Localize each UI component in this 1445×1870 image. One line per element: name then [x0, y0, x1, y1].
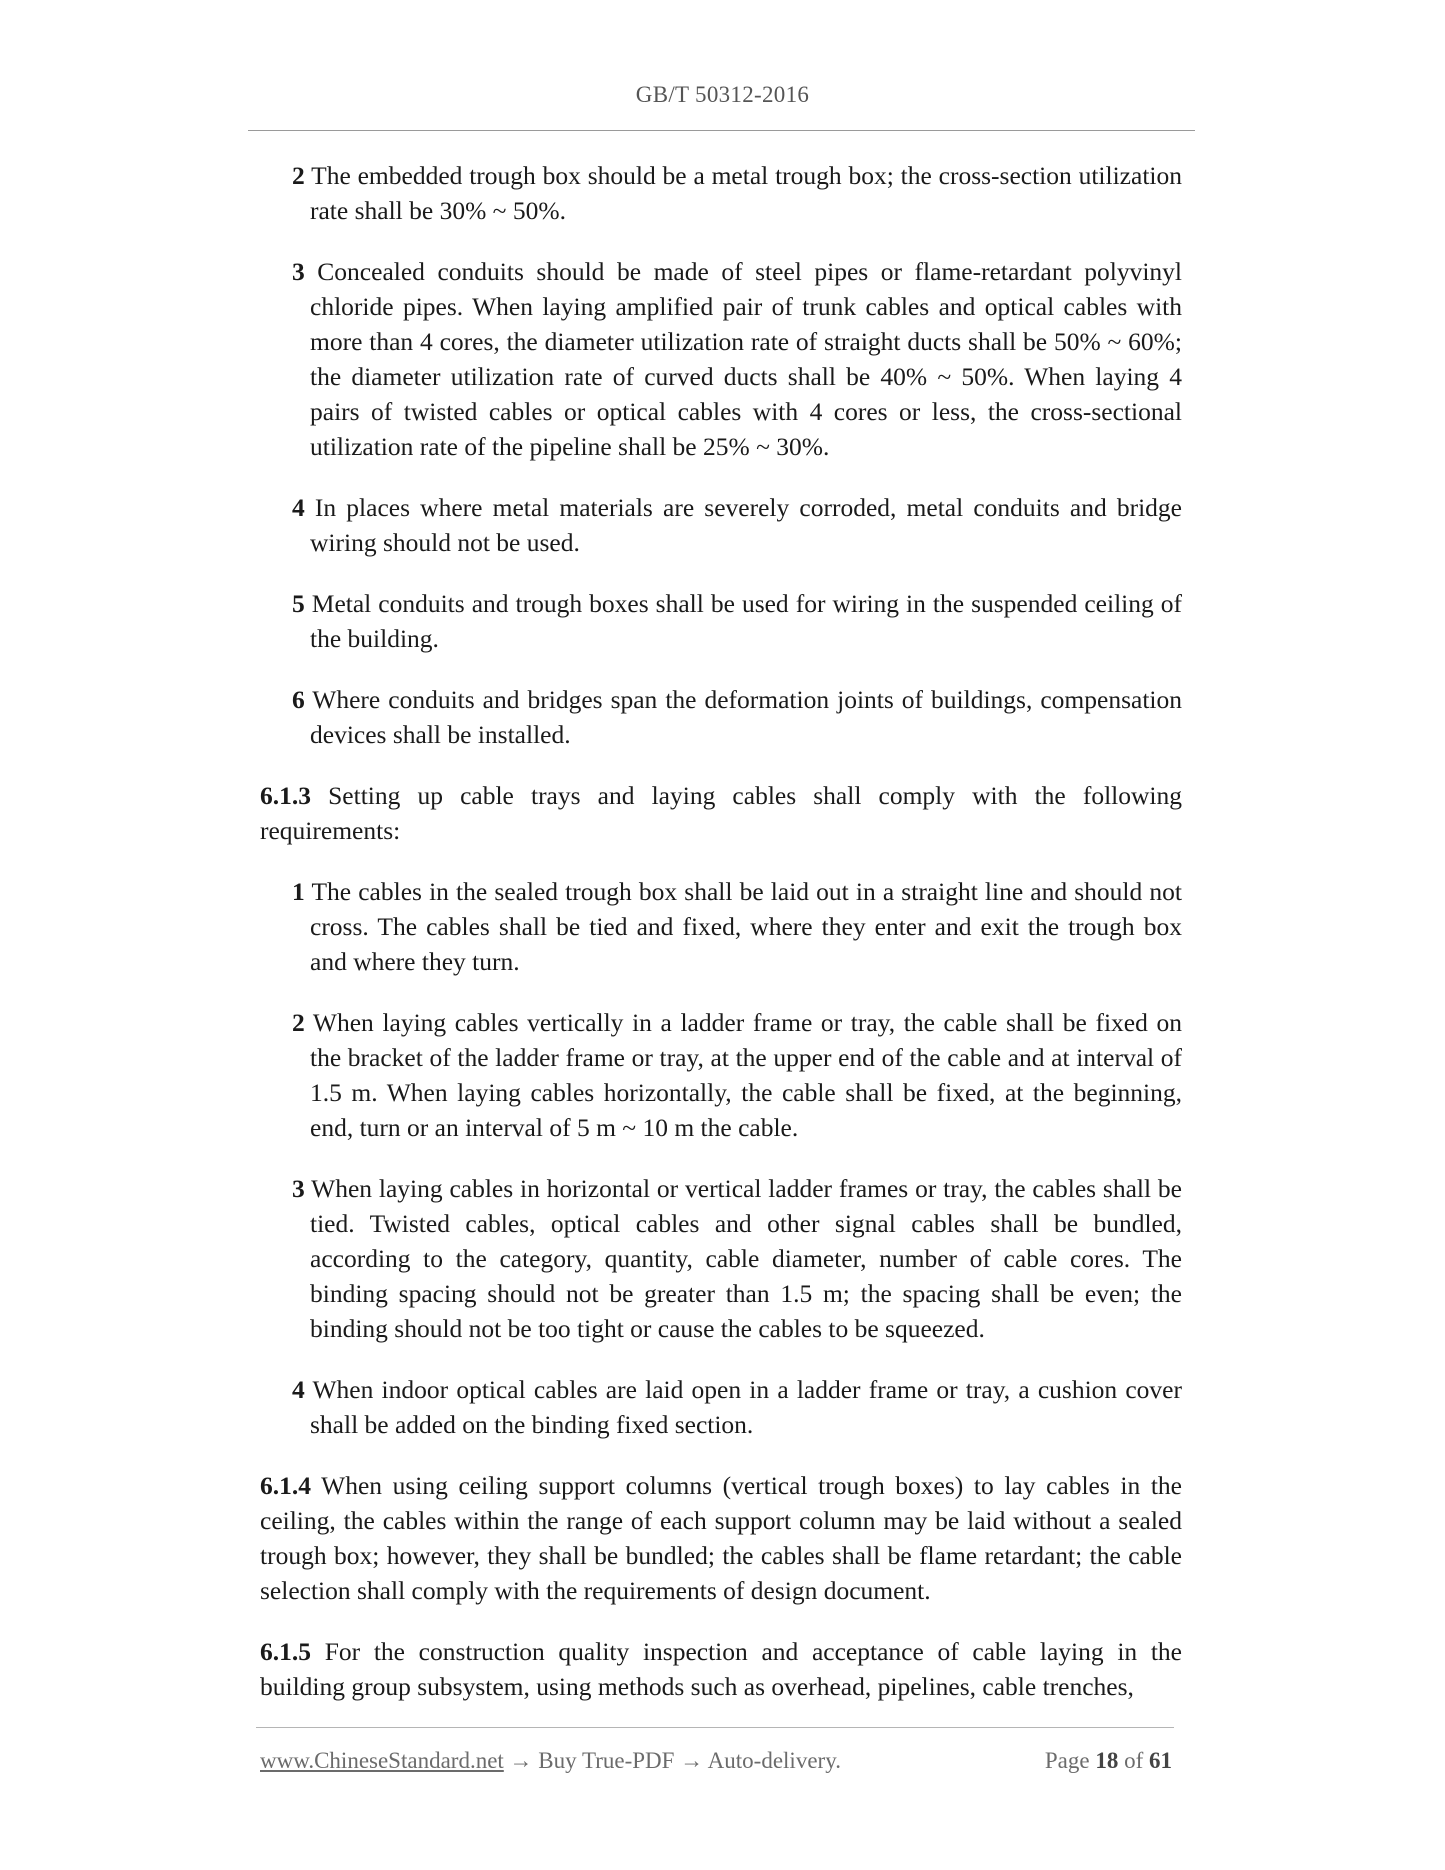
- arrow-right-icon: →: [680, 1748, 704, 1773]
- page-header: GB/T 50312-2016: [635, 82, 810, 107]
- item-text: When laying cables in horizontal or vertical ladder frames or tray, the cables shall be tied. Twisted cables, optical cables and other signal cables shall be bundled, according to the category, quantity, cable diameter, number of cable cores. The binding spacing should not be greater than 1.5 m; the spacing shall be even; the binding should not be too tight or cause the cables to be squeezed.: [310, 1174, 1182, 1343]
- item-text: The cables in the sealed trough box shall be laid out in a straight line and should not cross. The cables shall be tied and fixed, where they enter and exit the trough box and where they turn.: [310, 877, 1182, 976]
- footer-promo: [260, 1748, 841, 1774]
- item-number: 2: [292, 1008, 305, 1037]
- list-item: [292, 874, 1182, 979]
- buy-pdf-text: Buy True-PDF: [538, 1748, 675, 1773]
- clause-number: 6.1.4: [260, 1471, 311, 1500]
- item-number: 3: [292, 257, 305, 286]
- item-number: 3: [292, 1174, 305, 1203]
- of-label: of: [1124, 1748, 1144, 1773]
- item-number: 6: [292, 685, 305, 714]
- list-item: [292, 1005, 1182, 1145]
- clause-text: Setting up cable trays and laying cables shall comply with the following requirements:: [260, 781, 1182, 845]
- item-text: When indoor optical cables are laid open in a ladder frame or tray, a cushion cover shall be added on the binding fixed section.: [310, 1375, 1182, 1439]
- clause-text: When using ceiling support columns (vertical trough boxes) to lay cables in the ceiling, the cables within the range of each support column may be laid without a sealed trough box; however, they shall be bundled; the cables shall be flame retardant; the cable selection shall comply with the requirements of design document.: [260, 1471, 1182, 1605]
- site-link[interactable]: www.ChineseStandard.net: [260, 1748, 504, 1773]
- list-item: [292, 682, 1182, 752]
- clause-6-1-3: [260, 778, 1182, 848]
- item-text: Concealed conduits should be made of steel pipes or flame-retardant polyvinyl chloride pipes. When laying amplified pair of trunk cables and optical cables with more than 4 cores, the diameter utilization rate of straight ducts shall be 50% ~ 60%; the diameter utilization rate of curved ducts shall be 40% ~ 50%. When laying 4 pairs of twisted cables or optical cables with 4 cores or less, the cross-sectional utilization rate of the pipeline shall be 25% ~ 30%.: [310, 257, 1183, 461]
- item-number: 5: [292, 589, 305, 618]
- clause-6-1-5: [260, 1634, 1182, 1704]
- page-label: Page: [1044, 1748, 1090, 1773]
- page-number: 18: [1095, 1748, 1119, 1773]
- auto-delivery-text: Auto-delivery.: [707, 1748, 841, 1773]
- footer-divider: [256, 1727, 1174, 1728]
- header-divider: [248, 130, 1195, 131]
- clause-number: 6.1.3: [260, 781, 311, 810]
- page-counter: [1045, 1748, 1172, 1774]
- list-item: [292, 586, 1182, 656]
- item-text: The embedded trough box should be a metal trough box; the cross-section utilization rate shall be 30% ~ 50%.: [310, 161, 1182, 225]
- total-pages: 61: [1149, 1748, 1172, 1773]
- list-item: [292, 490, 1182, 560]
- item-number: 1: [292, 877, 305, 906]
- list-item: [292, 254, 1182, 464]
- item-text: Where conduits and bridges span the deformation joints of buildings, compensation devices shall be installed.: [310, 685, 1182, 749]
- clause-text: For the construction quality inspection and acceptance of cable laying in the building group subsystem, using methods such as overhead, pipelines, cable trenches,: [260, 1637, 1183, 1701]
- item-number: 4: [292, 493, 305, 522]
- clause-6-1-4: [260, 1468, 1182, 1608]
- item-text: In places where metal materials are severely corroded, metal conduits and bridge wiring should not be used.: [310, 493, 1183, 557]
- item-number: 2: [292, 161, 305, 190]
- item-text: When laying cables vertically in a ladder frame or tray, the cable shall be fixed on the bracket of the ladder frame or tray, at the upper end of the cable and at interval of 1.5 m. When laying cables horizontally, the cable shall be fixed, at the beginning, end, turn or an interval of 5 m ~ 10 m the cable.: [310, 1008, 1182, 1142]
- item-number: 4: [292, 1375, 305, 1404]
- list-item: [292, 158, 1182, 228]
- list-item: [292, 1171, 1182, 1346]
- clause-number: 6.1.5: [260, 1637, 311, 1666]
- item-text: Metal conduits and trough boxes shall be used for wiring in the suspended ceiling of the building.: [310, 589, 1182, 653]
- list-item: [292, 1372, 1182, 1442]
- page-content: [260, 158, 1182, 1730]
- arrow-right-icon: →: [509, 1748, 533, 1773]
